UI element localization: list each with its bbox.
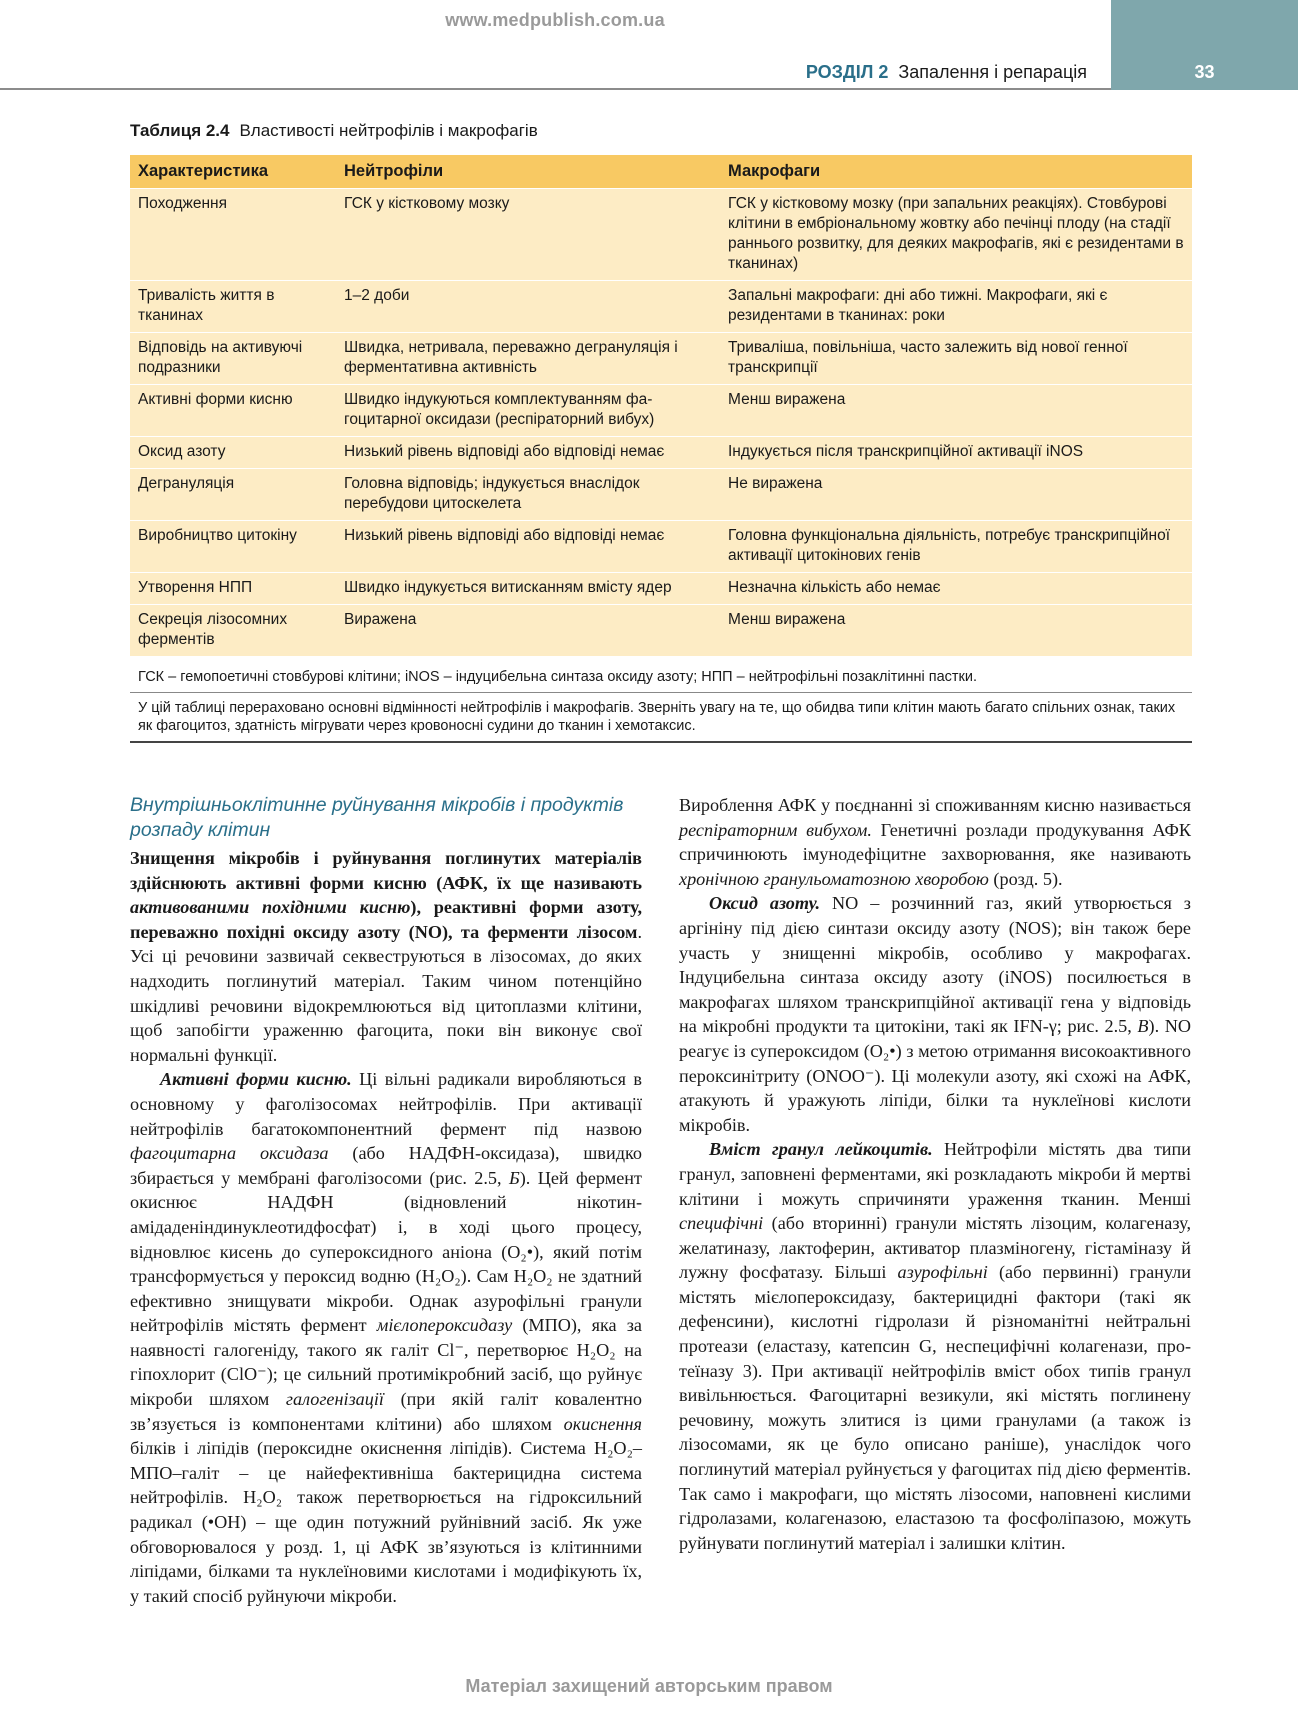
table-cell: Виробництво цитокіну bbox=[130, 520, 336, 572]
table-cell: Походження bbox=[130, 188, 336, 280]
text: (МПО), яка за наявності галогеніду, такого як галіт Cl⁻, перетворює H₂O₂ на гіпохлорит (ClO⁻); це сильний протимікробний засіб, що руйнує мікроби шляхом bbox=[130, 1315, 642, 1410]
table-cell: Відповідь на активуючі подразники bbox=[130, 332, 336, 384]
table-cell: Секреція лізосомних ферментів bbox=[130, 604, 336, 656]
section-title: Запалення і репарація bbox=[898, 62, 1087, 82]
italic-term: Б bbox=[508, 1167, 520, 1188]
left-column bbox=[130, 793, 642, 1608]
text: (або первинні) гранули містять мієлопероксидазу, бактерицидні фактори (такі як дефенсини), кислотні гідролази й різноманітні нейтральні протеази (еластазу, катепсин G, неспецифічні колагенази, протеїназу 3). При активації нейтрофілів вміст обох типів гранул вивільнюється. Фагоцитарні везикули, які містять поглинену речовину, можуть злитися із цими гранулами (а також із лізосомами, як це було описано раніше), унаслідок чого поглинутий матеріал руйнується у фагоцитах під дією ферментів. Так само і макрофаги, що містять лізосоми, наповнені кислими гідролазами, колагеназою, еластазою та фосфоліпазою, можуть руйнувати поглинутий матеріал і залишки клітин. bbox=[679, 1262, 1191, 1553]
text: ). NO реагує із супероксидом (O₂•) з метою отримання високоактивного пероксинітриту (ONOO⁻). Ці молекули азоту, які схожі на АФК, атакують й уражують ліпіди, білки та нуклеїнові кислоти мікробів. bbox=[679, 1016, 1191, 1135]
text: Генетичні розлади продукування АФК спричинюють імунодефіцитне захворювання, яке називають bbox=[679, 819, 1191, 865]
table-row bbox=[130, 280, 1192, 332]
italic-term: специфічні bbox=[679, 1213, 764, 1234]
table-row bbox=[130, 520, 1192, 572]
text: (або вторинні) гранули містять лізоцим, колагеназу, желатиназу, лактоферин, активатор плазміногену, гістаміназу й лужну фосфатазу. Більші bbox=[679, 1213, 1191, 1283]
section-label: РОЗДІЛ 2 bbox=[805, 62, 889, 82]
text: Ці вільні радикали виробляються в основному у фаголізосомах нейтрофілів. При активації нейтрофілів багатокомпонентний фермент під назвою bbox=[130, 1069, 642, 1139]
table-cell: Низький рівень відповіді або відповіді немає bbox=[336, 520, 720, 572]
paragraph bbox=[679, 891, 1191, 1137]
paragraph bbox=[130, 846, 642, 1067]
summary-note: У цій таблиці перераховано основні відмінності нейтрофілів і макрофагів. Зверніть увагу на те, що обидва типи клітин мають багато спільних ознак, таких як фагоцитоз, здатність мігрувати через кровоносні судини до тканин і хемотаксис. bbox=[138, 700, 1176, 734]
table-row bbox=[130, 436, 1192, 468]
italic-term: фагоцитарна оксидаза bbox=[130, 1143, 329, 1164]
table-cell: Швидка, нетривала, переважно дегрануляція і ферментативна активність bbox=[336, 332, 720, 384]
table-cell: Триваліша, повільніша, часто залежить від нової генної транскрипції bbox=[720, 332, 1192, 384]
section-subheading: Внутрішньоклітинне руйнування мікробів і продуктів розпаду клітин bbox=[130, 794, 624, 841]
table-row bbox=[130, 604, 1192, 656]
text: білків і ліпідів (пероксидне окиснення ліпідів). Система H₂O₂–МПО–галіт – це найефективніша бактерицидна система нейтрофілів. H₂O₂ також перетворюється на гідроксильний радикал (•OH) – ще один потужний руйнівний засіб. Як уже обговорювалося у розд. 1, ці АФК зв’язуються із клітинними ліпідами, білками та нуклеїновими кислотами і модифікують їх, у такий спосіб руйнуючи мікроби. bbox=[130, 1438, 642, 1606]
paragraph bbox=[679, 793, 1191, 891]
table-cell: ГСК у кістковому мозку (при запальних реакціях). Стовбурові клітини в ембріональному жовтку або печінці плоду (на стадії раннього розвитку, для деяких макрофагів, які є резидентами в тканинах) bbox=[720, 188, 1192, 280]
text: (або НАДФН-оксидаза), швидко збирається у мембрані фаголізосоми (рис. 2.5, bbox=[130, 1143, 642, 1188]
table-row bbox=[130, 188, 1192, 280]
paragraph-lead: Вміст гранул лейкоцитів. bbox=[709, 1139, 933, 1160]
text: (розд. 5). bbox=[988, 868, 1063, 889]
table-cell: Виражена bbox=[336, 604, 720, 656]
table-cell: Тривалість життя в тканинах bbox=[130, 280, 336, 332]
page-number: 33 bbox=[1194, 62, 1215, 82]
table-cell: Менш виражена bbox=[720, 384, 1192, 436]
copyright-footer: Матеріал захищений авторським правом bbox=[465, 1676, 833, 1696]
table-title: Властивості нейтрофілів і макрофагів bbox=[239, 121, 538, 140]
table-cell: Швидко індукується витисканням вмісту ядер bbox=[336, 572, 720, 604]
italic-term: хронічною гранульоматозною хворобою bbox=[679, 868, 989, 889]
table-cell: Не виражена bbox=[720, 468, 1192, 520]
right-column bbox=[679, 793, 1191, 1555]
table-cell: Головна відповідь; індукується внаслідок перебудови цитоскелета bbox=[336, 468, 720, 520]
table-cell: Низький рівень відповіді або відповіді немає bbox=[336, 436, 720, 468]
italic-term: азурофільні bbox=[897, 1262, 988, 1283]
properties-table bbox=[130, 155, 1192, 656]
table-cell: Утворення НПП bbox=[130, 572, 336, 604]
text: Вироблення АФК у поєднанні зі споживанням кисню називається bbox=[679, 795, 1191, 815]
abbreviations-note: ГСК – гемопоетичні стовбурові клітини; iNOS – індуцибельна синтаза оксиду азоту; НПП – нейтрофільні позаклітинні пастки. bbox=[130, 668, 1192, 693]
paragraph bbox=[130, 1067, 642, 1608]
bold-text: Знищення мікробів і руйнування поглинутих матеріалів здійснюють активні форми кисню (АФК, їх ще називають bbox=[130, 848, 642, 893]
table-row bbox=[130, 468, 1192, 520]
table-caption bbox=[130, 121, 538, 141]
text: Нейтрофіли містять два типи гранул, заповнені ферментами, які розкладають мікроби й мертві клітини і можуть спричиняти ураження тканин. Менші bbox=[679, 1139, 1192, 1209]
column-header: Макрофаги bbox=[720, 155, 1192, 188]
site-url[interactable]: www.medpublish.com.ua bbox=[445, 10, 665, 30]
table-cell: 1–2 доби bbox=[336, 280, 720, 332]
table-cell: Менш виражена bbox=[720, 604, 1192, 656]
table-cell: Незначна кількість або немає bbox=[720, 572, 1192, 604]
table-cell: Запальні макрофаги: дні або тижні. Макрофаги, які є резидентами в тканинах: роки bbox=[720, 280, 1192, 332]
column-header: Характеристика bbox=[130, 155, 336, 188]
italic-term: В bbox=[1137, 1016, 1149, 1037]
table-cell: Індукується після транскрипційної активації iNOS bbox=[720, 436, 1192, 468]
text: (при якій галіт ковалентно зв’язується із компонентами клітини) або шляхом bbox=[130, 1389, 642, 1434]
table-number: Таблиця 2.4 bbox=[130, 121, 230, 140]
text: ). Цей фермент окиснює НАДФН (відновлений нікотинамідаденіндинуклеотидфосфат) і, в ході цього процесу, відновлює кисень до супероксидного аніона (O₂•), який потім трансформується у пероксид водню (H₂O₂). Сам H₂O₂ не здатний ефективно знищувати мікроби. Однак азурофільні гранули нейтрофілів містять фермент bbox=[130, 1167, 642, 1336]
table-cell: Головна функціональна діяльність, потребує транскрипційної активації цитокінових генів bbox=[720, 520, 1192, 572]
column-header: Нейтрофіли bbox=[336, 155, 720, 188]
paragraph-lead: Активні форми кисню. bbox=[160, 1069, 352, 1090]
text: NO – розчинний газ, який утворюється з аргініну під дією синтази оксиду азоту (NOS); він також бере участь у знищенні мікробів, особливо у макрофагах. Індуцибельна синтаза оксиду азоту (iNOS) посилюється в макрофагах шляхом транскрипційної активації гена у відповідь на мікробні продукти та цитокіни, такі як IFN-γ; рис. 2.5, bbox=[679, 893, 1191, 1037]
table-notes bbox=[130, 668, 1192, 743]
bold-italic-term: активованими похідними кисню bbox=[130, 897, 411, 918]
text: . Усі ці речовини зазвичай секвеструються в лізосомах, до яких надходить поглинутий матеріал. Таким чином потенційно шкідливі речовини відокремлюються від цитоплазми клітини, щоб запобігти ураженню фагоцита, поки він виконує свої нормальні функції. bbox=[130, 921, 642, 1065]
paragraph-lead: Оксид азоту. bbox=[709, 893, 821, 914]
table-cell: Активні форми кисню bbox=[130, 384, 336, 436]
bold-text: ), реактивні форми азоту, переважно похідні оксиду азоту (NO), та ферменти лізосом bbox=[130, 897, 642, 942]
paragraph bbox=[679, 1137, 1191, 1555]
running-header bbox=[806, 62, 1087, 83]
table-row bbox=[130, 332, 1192, 384]
table-row bbox=[130, 384, 1192, 436]
table-cell: Швидко індукуються комплектуванням фагоцитарної оксидази (респіраторний вибух) bbox=[336, 384, 720, 436]
italic-term: респіраторним вибухом. bbox=[679, 819, 872, 840]
italic-term: галогенізації bbox=[285, 1389, 384, 1410]
table-header-row bbox=[130, 155, 1192, 188]
table-cell: ГСК у кістковому мозку bbox=[336, 188, 720, 280]
table-row bbox=[130, 572, 1192, 604]
table-cell: Дегрануляція bbox=[130, 468, 336, 520]
italic-term: мієлопероксидазу bbox=[376, 1315, 513, 1336]
italic-term: окиснення bbox=[563, 1413, 642, 1434]
table-cell: Оксид азоту bbox=[130, 436, 336, 468]
header-rule bbox=[0, 88, 1111, 90]
